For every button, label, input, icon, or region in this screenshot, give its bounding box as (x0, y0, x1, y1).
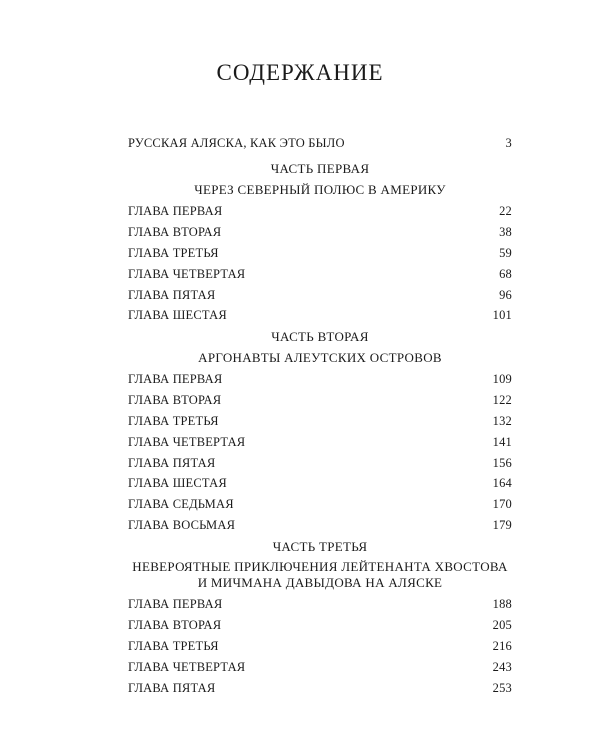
toc-entry-title: ГЛАВА ШЕСТАЯ (128, 476, 227, 490)
dot-leader (222, 412, 490, 422)
toc-page-number: 3 (505, 136, 512, 150)
toc-entry[interactable] (128, 371, 512, 387)
toc-entry[interactable] (128, 617, 512, 633)
dot-leader (224, 223, 496, 233)
part-subtitle: И МИЧМАНА ДАВЫДОВА НА АЛЯСКЕ (197, 575, 443, 590)
toc-page-number: 179 (492, 518, 512, 532)
toc-entry[interactable] (128, 659, 512, 675)
toc-entry-title: ГЛАВА ПЯТАЯ (128, 288, 216, 302)
toc-entry[interactable] (128, 413, 512, 429)
toc-entry[interactable] (128, 392, 512, 408)
toc-page-number: 38 (499, 225, 512, 239)
part-heading: ЧАСТЬ ТРЕТЬЯ (272, 539, 368, 554)
toc-page-number: 205 (492, 618, 512, 632)
toc-page-number: 253 (492, 681, 512, 695)
toc-page-number: 156 (492, 456, 512, 470)
dot-leader (230, 306, 490, 316)
part-heading: ЧАСТЬ ПЕРВАЯ (270, 161, 370, 176)
dot-leader (225, 370, 489, 380)
toc-page-number: 122 (492, 393, 512, 407)
toc-entry-title: ГЛАВА ВОСЬМАЯ (128, 518, 236, 532)
toc-entry-title: ГЛАВА СЕДЬМАЯ (128, 497, 234, 511)
toc-entry-title: ГЛАВА ЧЕТВЕРТАЯ (128, 435, 246, 449)
toc-entry[interactable] (128, 496, 512, 512)
toc-entry[interactable] (128, 203, 512, 219)
toc-entry-intro[interactable] (128, 135, 512, 151)
toc-entry[interactable] (128, 680, 512, 696)
dot-leader (218, 286, 496, 296)
toc-page-number: 132 (492, 414, 512, 428)
page-title: СОДЕРЖАНИЕ (216, 60, 384, 85)
toc-page-number: 59 (499, 246, 512, 260)
toc-entry-title: ГЛАВА ВТОРАЯ (128, 225, 222, 239)
dot-leader (238, 516, 490, 526)
toc-entry-title: ГЛАВА ПЕРВАЯ (128, 372, 223, 386)
part-subtitle: АРГОНАВТЫ АЛЕУТСКИХ ОСТРОВОВ (198, 350, 442, 365)
toc-entry[interactable] (128, 307, 512, 323)
dot-leader (222, 637, 490, 647)
dot-leader (230, 474, 490, 484)
dot-leader (225, 595, 489, 605)
dot-leader (218, 454, 489, 464)
toc-entry-title: РУССКАЯ АЛЯСКА, КАК ЭТО БЫЛО (128, 136, 345, 150)
toc-entry-title: ГЛАВА ВТОРАЯ (128, 393, 222, 407)
toc-entry-title: ГЛАВА ЧЕТВЕРТАЯ (128, 267, 246, 281)
toc-entry-title: ГЛАВА ПЯТАЯ (128, 456, 216, 470)
toc-page-number: 101 (492, 308, 512, 322)
toc-entry[interactable] (128, 475, 512, 491)
toc-entry-title: ГЛАВА ТРЕТЬЯ (128, 639, 219, 653)
toc-entry[interactable] (128, 455, 512, 471)
toc-entry[interactable] (128, 245, 512, 261)
toc-entry-title: ГЛАВА ТРЕТЬЯ (128, 414, 219, 428)
toc-page-number: 243 (492, 660, 512, 674)
toc-page-number: 141 (492, 435, 512, 449)
toc-page-number: 68 (499, 267, 512, 281)
toc-page-number: 188 (492, 597, 512, 611)
dot-leader (237, 495, 490, 505)
toc-entry[interactable] (128, 434, 512, 450)
toc-page-number: 164 (492, 476, 512, 490)
toc-page-number: 96 (499, 288, 512, 302)
toc-entry-title: ГЛАВА ТРЕТЬЯ (128, 246, 219, 260)
dot-leader (225, 202, 496, 212)
toc-entry-title: ГЛАВА ПЕРВАЯ (128, 597, 223, 611)
dot-leader (218, 679, 489, 689)
part-subtitle: ЧЕРЕЗ СЕВЕРНЫЙ ПОЛЮС В АМЕРИКУ (194, 182, 446, 197)
toc-entry[interactable] (128, 517, 512, 533)
dot-leader (248, 658, 489, 668)
toc-entry[interactable] (128, 224, 512, 240)
part-heading: ЧАСТЬ ВТОРАЯ (271, 329, 369, 344)
dot-leader (224, 391, 489, 401)
toc-entry-title: ГЛАВА ЧЕТВЕРТАЯ (128, 660, 246, 674)
dot-leader (222, 244, 496, 254)
toc-page-number: 170 (492, 497, 512, 511)
toc-entry[interactable] (128, 287, 512, 303)
toc-entry-title: ГЛАВА ВТОРАЯ (128, 618, 222, 632)
toc-entry[interactable] (128, 266, 512, 282)
toc-entry[interactable] (128, 638, 512, 654)
toc-page-number: 216 (492, 639, 512, 653)
dot-leader (248, 433, 489, 443)
toc-entry-title: ГЛАВА ШЕСТАЯ (128, 308, 227, 322)
dot-leader (348, 134, 503, 144)
toc-page-number: 22 (499, 204, 512, 218)
toc-entry[interactable] (128, 596, 512, 612)
dot-leader (224, 616, 489, 626)
toc-entry-title: ГЛАВА ПЯТАЯ (128, 681, 216, 695)
toc-page-number: 109 (492, 372, 512, 386)
part-subtitle: НЕВЕРОЯТНЫЕ ПРИКЛЮЧЕНИЯ ЛЕЙТЕНАНТА ХВОСТОВА (132, 559, 508, 574)
toc-entry-title: ГЛАВА ПЕРВАЯ (128, 204, 223, 218)
dot-leader (248, 265, 496, 275)
